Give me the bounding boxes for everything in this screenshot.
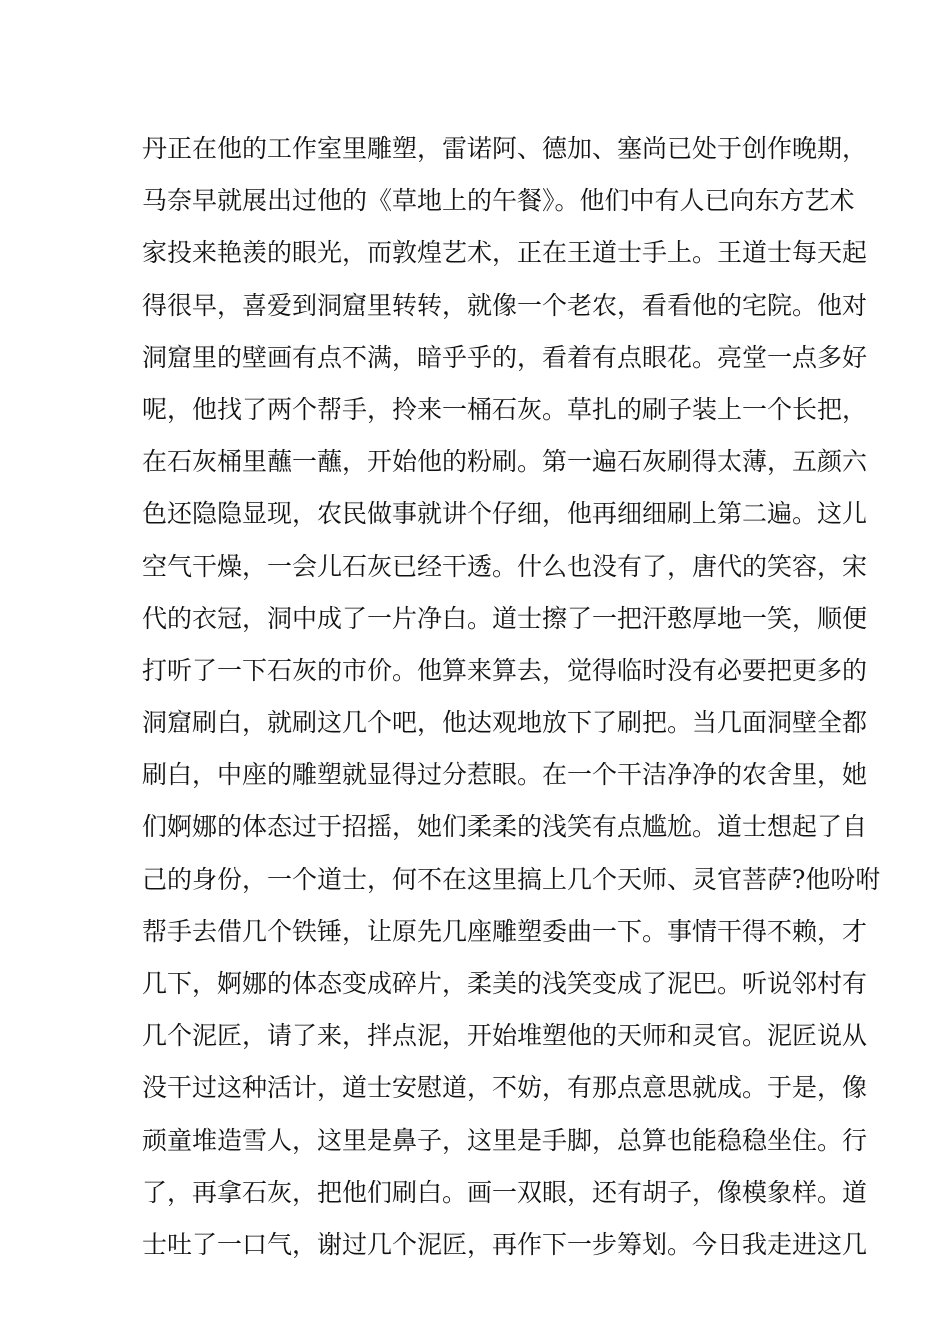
text-line: 打听了一下石灰的市价。他算来算去，觉得临时没有必要把更多的 (142, 655, 868, 685)
text-line: 没干过这种活计，道士安慰道，不妨，有那点意思就成。于是，像 (142, 1073, 868, 1103)
text-line: 空气干燥，一会儿石灰已经干透。什么也没有了，唐代的笑容，宋 (142, 551, 868, 581)
text-line: 顽童堆造雪人，这里是鼻子，这里是手脚，总算也能稳稳坐住。行 (142, 1125, 868, 1155)
text-line: 丹正在他的工作室里雕塑，雷诺阿、德加、塞尚已处于创作晚期， (142, 134, 868, 163)
body-text (142, 130, 881, 1278)
text-line: 刷白，中座的雕塑就显得过分惹眼。在一个干洁净净的农舍里，她 (142, 760, 868, 790)
text-line: 士吐了一口气，谢过几个泥匠，再作下一步筹划。今日我走进这几 (142, 1229, 868, 1259)
text-line: 呢，他找了两个帮手，拎来一桶石灰。草扎的刷子装上一个长把， (142, 394, 868, 424)
text-line: 帮手去借几个铁锤，让原先几座雕塑委曲一下。事情干得不赖，才 (142, 916, 868, 946)
text-line: 己的身份，一个道士，何不在这里搞上几个天师、灵官菩萨?他吩咐 (142, 864, 881, 894)
text-line: 几个泥匠，请了来，拌点泥，开始堆塑他的天师和灵官。泥匠说从 (142, 1021, 868, 1051)
text-line: 洞窟刷白，就刷这几个吧，他达观地放下了刷把。当几面洞壁全都 (142, 708, 868, 738)
text-line: 了，再拿石灰，把他们刷白。画一双眼，还有胡子，像模象样。道 (142, 1177, 868, 1207)
text-line: 几下，婀娜的体态变成碎片，柔美的浅笑变成了泥巴。听说邻村有 (142, 969, 868, 998)
text-line: 在石灰桶里蘸一蘸，开始他的粉刷。第一遍石灰刷得太薄，五颜六 (142, 447, 868, 477)
text-line: 马奈早就展出过他的《草地上的午餐》。他们中有人已向东方艺术 (142, 186, 855, 216)
text-line: 色还隐隐显现，农民做事就讲个仔细，他再细细刷上第二遍。这儿 (142, 499, 868, 529)
text-line: 得很早，喜爱到洞窟里转转，就像一个老农，看看他的宅院。他对 (142, 290, 868, 320)
text-line: 洞窟里的壁画有点不满，暗乎乎的，看着有点眼花。亮堂一点多好 (142, 342, 868, 372)
text-line: 们婀娜的体态过于招摇，她们柔柔的浅笑有点尴尬。道士想起了自 (142, 812, 868, 842)
text-line: 家投来艳羡的眼光，而敦煌艺术，正在王道士手上。王道士每天起 (142, 238, 868, 268)
text-line: 代的衣冠，洞中成了一片净白。道士擦了一把汗憨厚地一笑，顺便 (142, 603, 868, 633)
